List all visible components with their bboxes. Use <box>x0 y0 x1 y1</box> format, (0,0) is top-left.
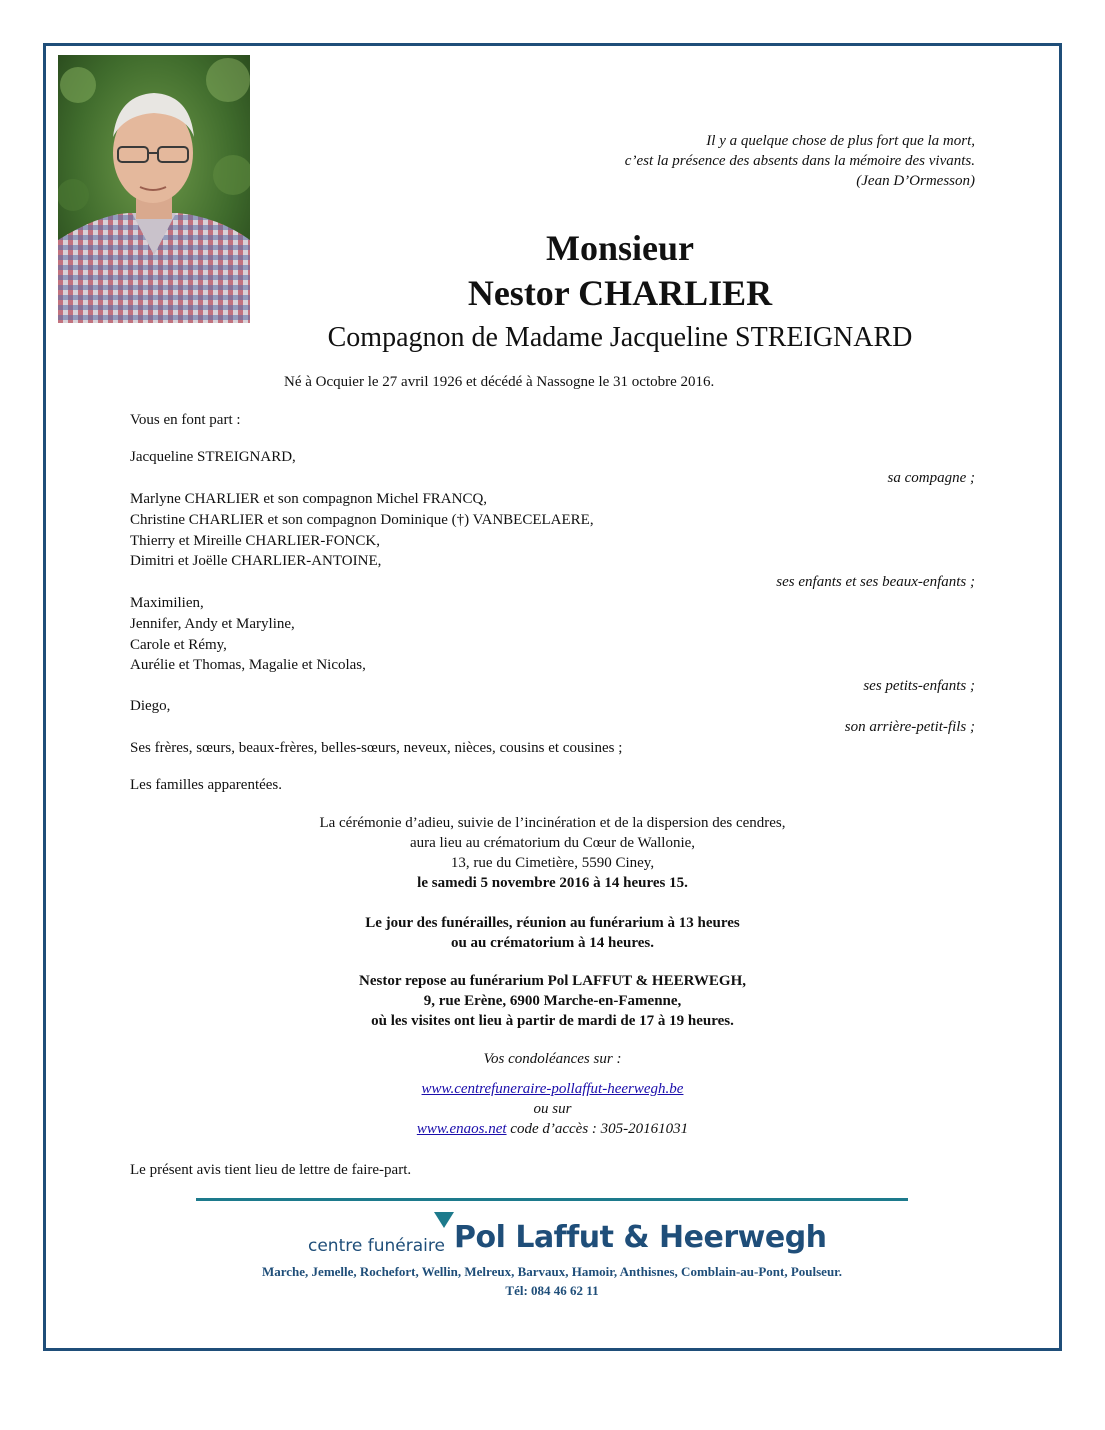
triangle-icon <box>434 1212 454 1228</box>
condolences-or: ou sur <box>533 1101 572 1117</box>
list-item: Christine CHARLIER et son compagnon Dominique (†) VANBECELAERE, <box>130 511 594 528</box>
companion-subtitle: Compagnon de Madame Jacqueline STREIGNARD <box>327 322 913 353</box>
funeral-home-link[interactable]: www.centrefuneraire-pollaffut-heerwegh.be <box>421 1081 684 1097</box>
companion-name: Jacqueline STREIGNARD, <box>130 449 296 465</box>
ceremony-date: le samedi 5 novembre 2016 à 14 heures 15. <box>417 875 688 891</box>
rest-line-1: Nestor repose au funérarium Pol LAFFUT & HEERWEGH, <box>359 973 746 989</box>
grandchildren-list <box>130 593 366 676</box>
access-code: code d’accès : 305-20161031 <box>506 1121 689 1137</box>
condolences-links <box>130 1079 975 1139</box>
quote-line-1: Il y a quelque chose de plus fort que la mort, <box>706 133 975 149</box>
portrait-illustration <box>58 55 250 323</box>
list-item: Carole et Rémy, <box>130 636 227 653</box>
great-grandchild-name: Diego, <box>130 698 171 714</box>
siblings-line: Ses frères, sœurs, beaux-frères, belles-sœurs, neveux, nièces, cousins et cousines ; <box>130 740 623 756</box>
rest-line-3: où les visites ont lieu à partir de mardi de 17 à 19 heures. <box>371 1013 734 1029</box>
great-grandchild-relation: son arrière-petit-fils ; <box>844 719 975 735</box>
meeting-line-2: ou au crématorium à 14 heures. <box>450 935 655 951</box>
ceremony-line-2: aura lieu au crématorium du Cœur de Wallonie, <box>409 835 696 851</box>
companion-relation: sa compagne ; <box>887 470 975 486</box>
logo-small-text: centre funéraire <box>308 1236 445 1256</box>
grandchildren-relation: ses petits-enfants ; <box>863 678 975 694</box>
deceased-name: Nestor CHARLIER <box>467 273 773 313</box>
rest-line-2: 9, rue Erène, 6900 Marche-en-Famenne, <box>423 993 682 1009</box>
logo-big-text: Pol Laffut & Heerwegh <box>454 1220 827 1255</box>
ceremony-line-3: 13, rue du Cimetière, 5590 Ciney, <box>450 855 655 871</box>
list-item: Maximilien, <box>130 595 204 611</box>
list-item: Thierry et Mireille CHARLIER-FONCK, <box>130 532 380 549</box>
logo-divider <box>196 1198 908 1201</box>
closing-note: Le présent avis tient lieu de lettre de faire-part. <box>130 1162 412 1178</box>
honorific-title: Monsieur <box>546 228 694 268</box>
meeting-line-1: Le jour des funérailles, réunion au funérarium à 13 heures <box>365 915 740 931</box>
rest-block <box>130 971 975 1031</box>
logo-phone: Tél: 084 46 62 11 <box>505 1283 599 1298</box>
children-relation: ses enfants et ses beaux-enfants ; <box>776 574 975 590</box>
list-item: Dimitri et Joëlle CHARLIER-ANTOINE, <box>130 553 382 570</box>
list-item: Marlyne CHARLIER et son compagnon Michel FRANCQ, <box>130 491 488 507</box>
portrait-photo <box>58 55 250 323</box>
quote-line-2: c’est la présence des absents dans la mémoire des vivants. <box>624 153 975 169</box>
birth-death-line: Né à Ocquier le 27 avril 1926 et décédé à Nassogne le 31 octobre 2016. <box>284 374 715 390</box>
quote-author: (Jean D’Ormesson) <box>856 173 975 189</box>
list-item: Jennifer, Andy et Maryline, <box>130 615 295 632</box>
ceremony-line-1: La cérémonie d’adieu, suivie de l’incinération et de la dispersion des cendres, <box>319 815 786 831</box>
condolences-label: Vos condoléances sur : <box>483 1051 622 1067</box>
epigraph-quote <box>625 131 975 191</box>
funeral-home-logo <box>196 1206 908 1306</box>
list-item: Aurélie et Thomas, Magalie et Nicolas, <box>130 657 366 674</box>
name-block <box>250 226 990 358</box>
meeting-block <box>130 913 975 953</box>
ceremony-block <box>130 813 975 893</box>
enaos-link[interactable]: www.enaos.net <box>416 1121 507 1137</box>
logo-towns: Marche, Jemelle, Rochefort, Wellin, Melreux, Barvaux, Hamoir, Anthisnes, Comblain-au-Pont, Poulseur. <box>261 1264 843 1279</box>
intro-text: Vous en font part : <box>130 412 241 428</box>
families-line: Les familles apparentées. <box>130 777 283 793</box>
children-list <box>130 489 594 572</box>
